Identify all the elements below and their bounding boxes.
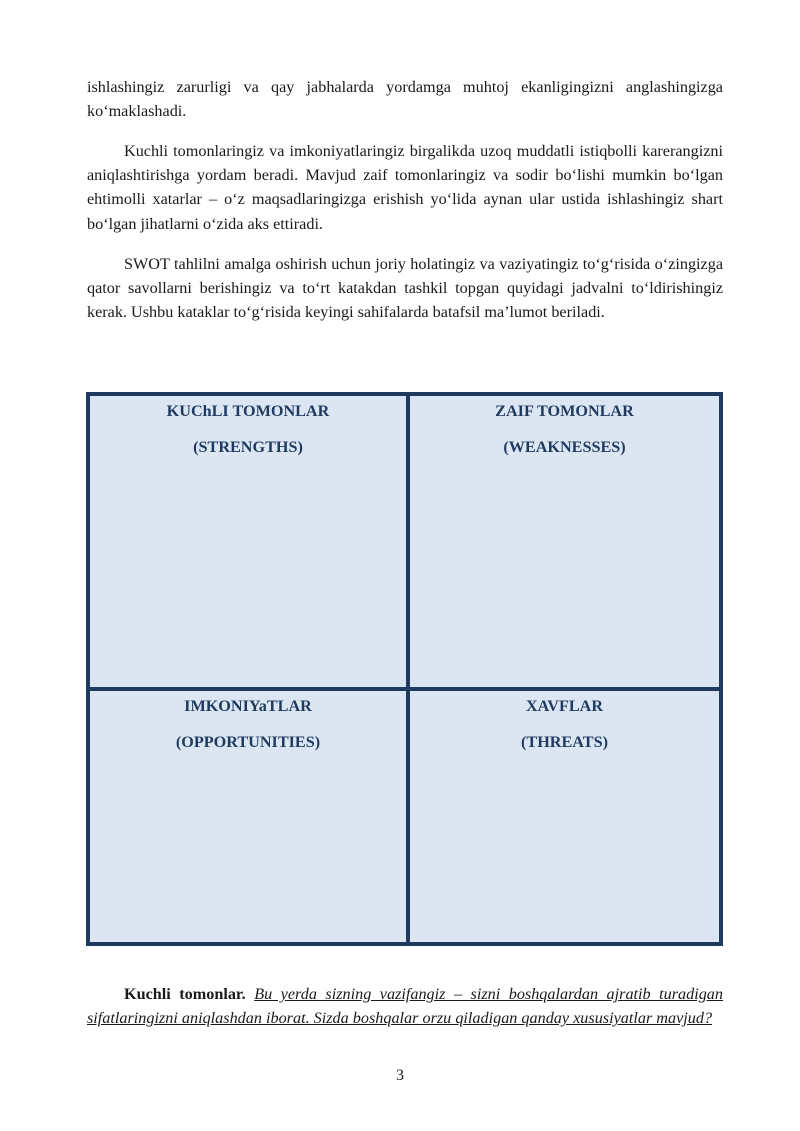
swot-cell-weaknesses [409, 395, 720, 688]
swot-strengths-title: KUChLI TOMONLAR [166, 402, 330, 420]
swot-table [86, 392, 723, 946]
swot-opportunities-subtitle: (OPPORTUNITIES) [175, 733, 321, 751]
strengths-prompt: Bu yerda sizning vazifangiz – sizni boshqalardan ajratib turadigan sifatlaringizni aniqlashdan iborat. Sizda boshqalar orzu qiladigan qanday xususiyatlar mavjud? [87, 985, 723, 1028]
paragraph-strengths-section [87, 982, 723, 1030]
swot-cell-strengths [89, 395, 407, 688]
swot-cell-threats [409, 690, 720, 943]
paragraph-swot-instructions: SWOT tahlilni amalga oshirish uchun joriy holatingiz va vaziyatingiz to‘g‘risida o‘zingizga qator savollarni berishingiz va to‘rt katakdan tashkil topgan quyidagi jadvalni to‘ldirishingiz kerak. Ushbu kataklar to‘g‘risida keyingi sahifalarda batafsil ma’lumot beriladi. [87, 255, 723, 322]
swot-weaknesses-title: ZAIF TOMONLAR [495, 402, 634, 420]
swot-opportunities-title: IMKONIYaTLAR [184, 697, 312, 715]
paragraph-intro-continuation: ishlashingiz zarurligi va qay jabhalarda yordamga muhtoj ekanligingizni anglashingizga ko‘maklashadi. [87, 78, 723, 121]
page-number: 3 [396, 1067, 404, 1084]
paragraph-strengths-opportunities: Kuchli tomonlaringiz va imkoniyatlaringiz birgalikda uzoq muddatli istiqbolli karerangizni aniqlashtirishga yordam beradi. Mavjud zaif tomonlaringiz va sodir bo‘lishi mumkin bo‘lgan ehtimolli xatarlar – o‘z maqsadlaringizga erishish yo‘lida aynan ular ustida ishlashingiz shart bo‘lgan jihatlarni o‘zida aks ettiradi. [87, 142, 723, 233]
swot-strengths-subtitle: (STRENGTHS) [193, 438, 303, 456]
swot-cell-opportunities [89, 690, 407, 943]
strengths-lead: Kuchli tomonlar. [124, 985, 246, 1003]
swot-threats-subtitle: (THREATS) [521, 733, 608, 751]
swot-threats-title: XAVFLAR [525, 697, 604, 715]
swot-weaknesses-subtitle: (WEAKNESSES) [503, 438, 626, 456]
